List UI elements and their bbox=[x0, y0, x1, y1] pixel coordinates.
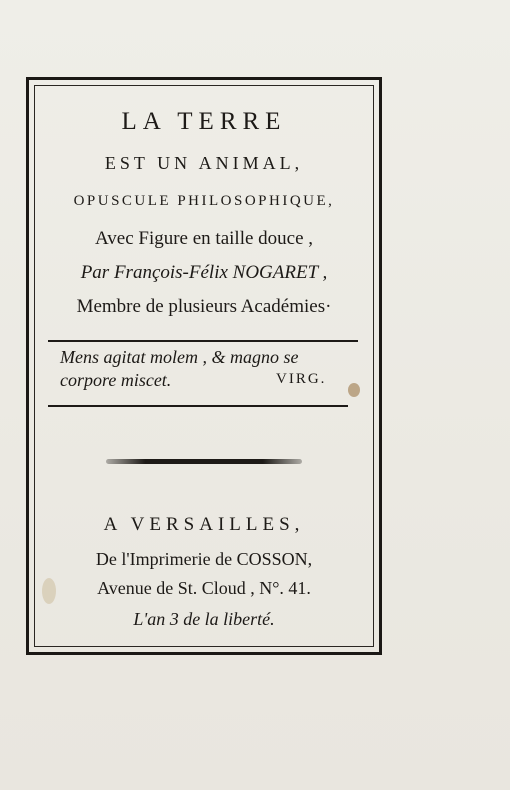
rule-top bbox=[48, 340, 358, 342]
imprint-place: A VERSAILLES, bbox=[103, 514, 305, 535]
title-line-2: EST UN ANIMAL, bbox=[104, 153, 304, 173]
ornament-rule bbox=[106, 459, 302, 464]
author-credentials: Membre de plusieurs Académies· bbox=[76, 296, 332, 317]
figure-note: Avec Figure en taille douce , bbox=[94, 228, 314, 249]
title-line-1: LA TERRE bbox=[121, 108, 287, 135]
epigraph-line-2: corpore miscet. bbox=[60, 370, 172, 390]
epigraph-line-1: Mens agitat molem , & magno se bbox=[60, 347, 299, 367]
foxing-spot bbox=[348, 383, 360, 397]
author-line: Par François-Félix NOGARET , bbox=[80, 262, 328, 283]
rule-bottom bbox=[48, 405, 348, 407]
foxing-spot bbox=[42, 578, 56, 604]
epigraph-author: VIRG. bbox=[276, 371, 327, 387]
imprint-date: L'an 3 de la liberté. bbox=[133, 609, 275, 629]
subtitle: OPUSCULE PHILOSOPHIQUE, bbox=[73, 193, 335, 209]
imprint-address: Avenue de St. Cloud , N°. 41. bbox=[97, 578, 311, 598]
imprint-printer: De l'Imprimerie de COSSON, bbox=[95, 549, 313, 569]
